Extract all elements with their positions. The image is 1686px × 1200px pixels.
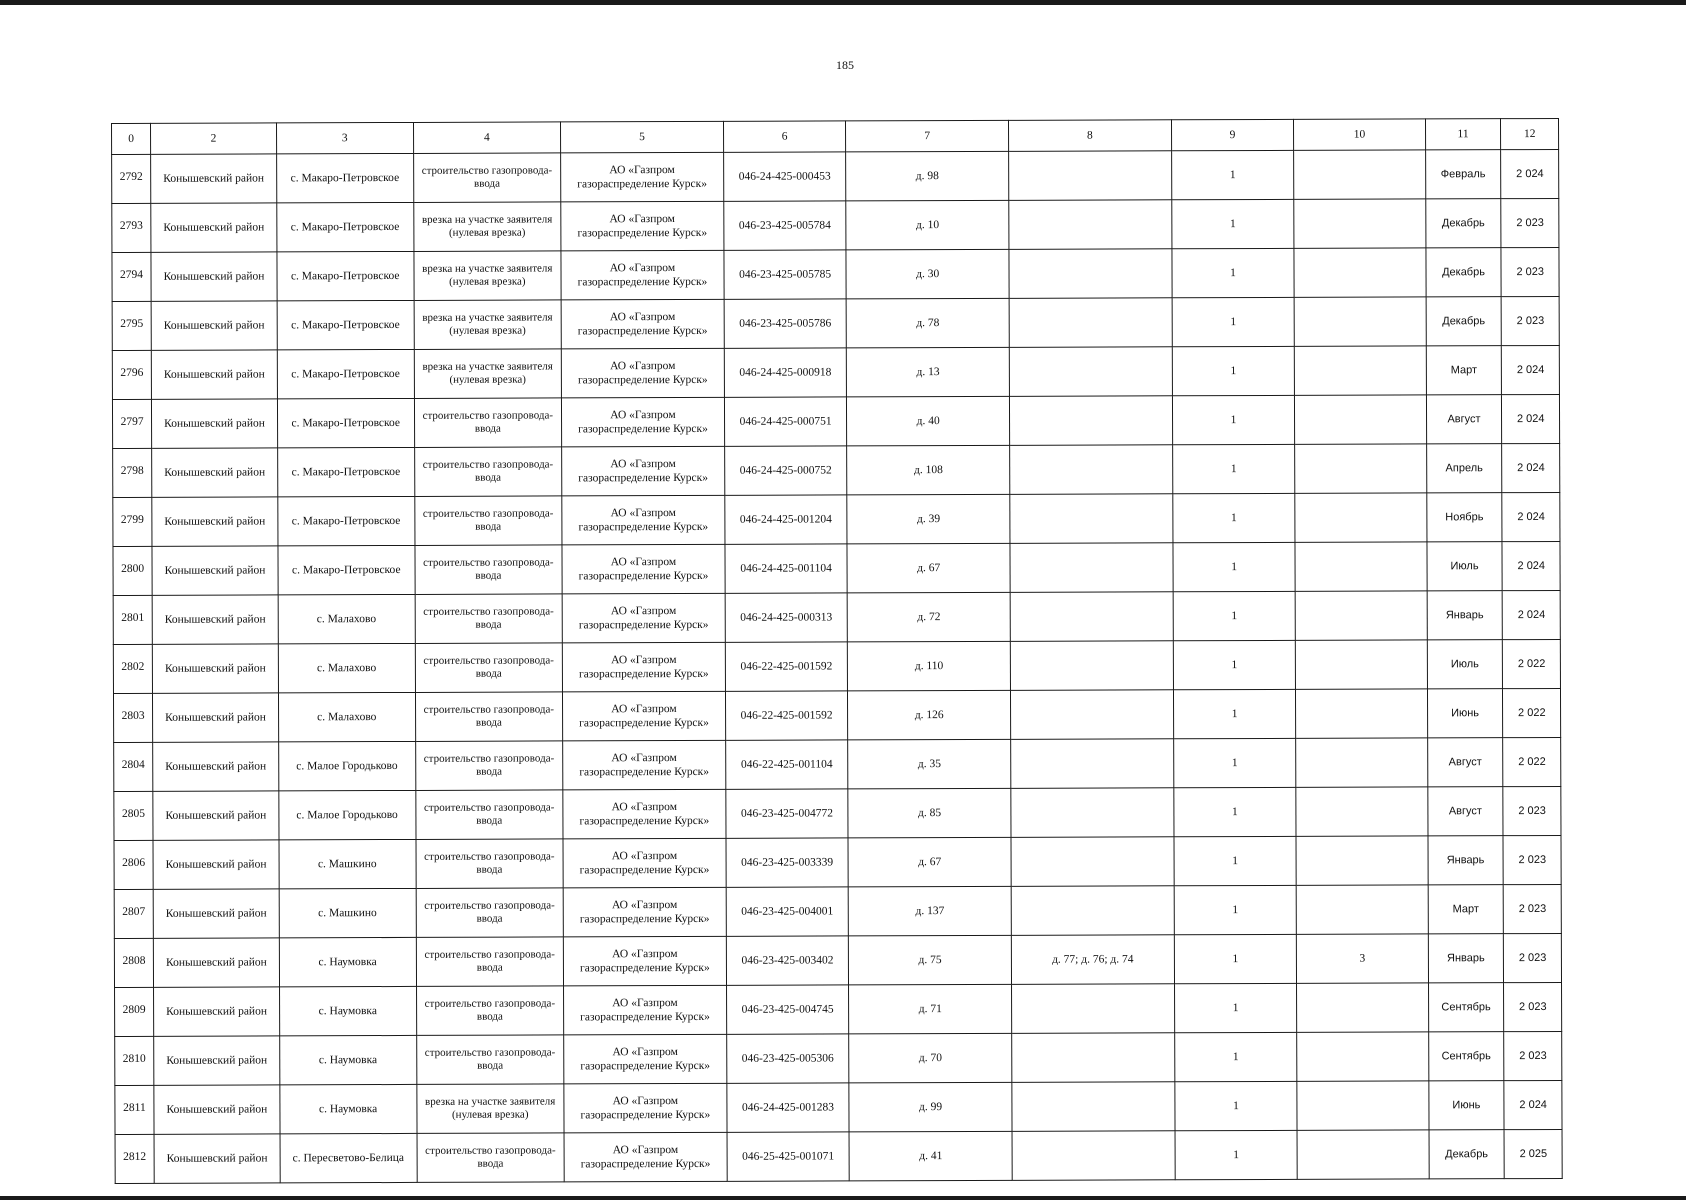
work-type-cell: врезка на участке заявителя (нулевая врезка)	[413, 202, 561, 252]
district-cell: Конышевский район	[152, 644, 278, 693]
table-row	[115, 982, 1562, 1036]
house-number-cell: д. 98	[846, 151, 1009, 201]
column-10-cell	[1294, 248, 1425, 297]
work-type-cell: строительство газопровода-ввода	[417, 1133, 565, 1183]
settlement-cell: с. Макаро-Петровское	[277, 349, 414, 398]
settlement-cell: с. Макаро-Петровское	[276, 153, 413, 202]
settlement-cell: с. Наумовка	[279, 937, 416, 986]
work-type-cell: строительство газопровода-ввода	[416, 839, 564, 889]
month-cell: Сентябрь	[1428, 1032, 1504, 1081]
work-type-cell: строительство газопровода-ввода	[415, 790, 563, 840]
row-number: 2800	[113, 546, 152, 595]
settlement-cell: с. Макаро-Петровское	[278, 496, 415, 545]
row-number: 2799	[113, 497, 152, 546]
additional-houses-cell	[1010, 494, 1173, 544]
year-cell: 2 024	[1503, 590, 1561, 639]
count-cell: 1	[1173, 689, 1296, 738]
month-cell: Март	[1426, 346, 1502, 395]
year-cell: 2 022	[1503, 737, 1561, 786]
application-code-cell: 046-23-425-004001	[726, 887, 849, 936]
table-row	[114, 933, 1561, 987]
work-type-cell: врезка на участке заявителя (нулевая врезка)	[414, 349, 562, 399]
organization-cell: АО «Газпром газораспределение Курск»	[562, 544, 725, 594]
district-cell: Конышевский район	[151, 350, 277, 399]
organization-cell: АО «Газпром газораспределение Курск»	[562, 446, 725, 496]
settlement-cell: с. Пересветово-Белица	[280, 1133, 417, 1182]
additional-houses-cell	[1012, 1033, 1175, 1083]
row-number: 2803	[113, 693, 152, 742]
table-row	[114, 737, 1561, 791]
year-cell: 2 024	[1504, 1080, 1562, 1129]
column-10-cell	[1296, 640, 1427, 689]
row-number: 2812	[115, 1134, 154, 1183]
application-code-cell: 046-23-425-003339	[726, 838, 849, 887]
house-number-cell: д. 110	[848, 641, 1011, 691]
year-cell: 2 023	[1504, 933, 1562, 982]
house-number-cell: д. 13	[847, 347, 1010, 397]
organization-cell: АО «Газпром газораспределение Курск»	[562, 495, 725, 545]
work-type-cell: строительство газопровода-ввода	[414, 496, 562, 546]
table-row	[115, 1031, 1562, 1085]
organization-cell: АО «Газпром газораспределение Курск»	[563, 936, 726, 986]
additional-houses-cell	[1011, 886, 1174, 936]
column-header-5: 5	[561, 121, 724, 153]
application-code-cell: 046-24-425-000313	[725, 593, 848, 642]
count-cell: 1	[1171, 199, 1294, 248]
year-cell: 2 022	[1503, 639, 1561, 688]
additional-houses-cell	[1009, 298, 1172, 348]
column-10-cell	[1296, 738, 1427, 787]
additional-houses-cell	[1010, 543, 1173, 593]
month-cell: Февраль	[1425, 150, 1501, 199]
district-cell: Конышевский район	[153, 889, 279, 938]
column-10-cell	[1295, 395, 1426, 444]
work-type-cell: врезка на участке заявителя (нулевая врезка)	[416, 1084, 564, 1134]
organization-cell: АО «Газпром газораспределение Курск»	[562, 397, 725, 447]
count-cell: 1	[1173, 738, 1296, 787]
column-10-cell	[1295, 493, 1426, 542]
row-number: 2797	[112, 399, 151, 448]
district-cell: Конышевский район	[153, 840, 279, 889]
row-number: 2793	[112, 203, 151, 252]
organization-cell: АО «Газпром газораспределение Курск»	[561, 201, 724, 251]
row-number: 2796	[112, 350, 151, 399]
year-cell: 2 024	[1502, 492, 1560, 541]
district-cell: Конышевский район	[152, 399, 278, 448]
work-type-cell: строительство газопровода-ввода	[416, 888, 564, 938]
column-10-cell	[1297, 1081, 1428, 1130]
count-cell: 1	[1173, 591, 1296, 640]
year-cell: 2 023	[1504, 884, 1562, 933]
year-cell: 2 023	[1503, 786, 1561, 835]
district-cell: Конышевский район	[154, 987, 280, 1036]
column-10-cell	[1297, 1130, 1428, 1179]
settlement-cell: с. Макаро-Петровское	[277, 398, 414, 447]
count-cell: 1	[1173, 640, 1296, 689]
additional-houses-cell	[1010, 445, 1173, 495]
work-type-cell: врезка на участке заявителя (нулевая врезка)	[413, 251, 561, 301]
row-number: 2811	[115, 1085, 154, 1134]
column-10-cell	[1294, 199, 1425, 248]
work-type-cell: строительство газопровода-ввода	[415, 692, 563, 742]
application-code-cell: 046-24-425-000453	[723, 152, 846, 201]
house-number-cell: д. 99	[849, 1082, 1012, 1132]
count-cell: 1	[1172, 248, 1295, 297]
gas-connection-table	[111, 118, 1563, 1184]
house-number-cell: д. 72	[847, 592, 1010, 642]
organization-cell: АО «Газпром газораспределение Курск»	[563, 838, 726, 888]
year-cell: 2 023	[1504, 982, 1562, 1031]
application-code-cell: 046-24-425-000918	[724, 348, 847, 397]
settlement-cell: с. Макаро-Петровское	[277, 251, 414, 300]
house-number-cell: д. 75	[849, 935, 1012, 985]
additional-houses-cell	[1011, 739, 1174, 789]
district-cell: Конышевский район	[153, 938, 279, 987]
district-cell: Конышевский район	[152, 448, 278, 497]
year-cell: 2 022	[1503, 688, 1561, 737]
column-10-cell	[1296, 689, 1427, 738]
organization-cell: АО «Газпром газораспределение Курск»	[562, 642, 725, 692]
column-10-cell	[1295, 591, 1426, 640]
work-type-cell: строительство газопровода-ввода	[415, 594, 563, 644]
additional-houses-cell	[1012, 1082, 1175, 1132]
month-cell: Январь	[1428, 836, 1504, 885]
column-10-cell	[1296, 836, 1427, 885]
month-cell: Декабрь	[1429, 1130, 1505, 1179]
application-code-cell: 046-23-425-005784	[724, 201, 847, 250]
house-number-cell: д. 41	[849, 1131, 1012, 1181]
district-cell: Конышевский район	[151, 252, 277, 301]
organization-cell: АО «Газпром газораспределение Курск»	[561, 348, 724, 398]
table-row	[113, 688, 1560, 742]
scan-top-border	[0, 0, 1686, 5]
table-row	[113, 541, 1560, 595]
column-header-8: 8	[1009, 120, 1172, 152]
row-number: 2806	[114, 840, 153, 889]
table-row	[112, 198, 1559, 252]
additional-houses-cell	[1011, 690, 1174, 740]
count-cell: 1	[1174, 983, 1297, 1032]
application-code-cell: 046-23-425-005786	[724, 299, 847, 348]
work-type-cell: строительство газопровода-ввода	[414, 447, 562, 497]
table-row	[113, 639, 1560, 693]
column-10-cell	[1296, 885, 1427, 934]
additional-houses-cell: д. 77; д. 76; д. 74	[1011, 935, 1174, 985]
organization-cell: АО «Газпром газораспределение Курск»	[564, 985, 727, 1035]
district-cell: Конышевский район	[152, 546, 278, 595]
settlement-cell: с. Малахово	[278, 594, 415, 643]
organization-cell: АО «Газпром газораспределение Курск»	[561, 250, 724, 300]
application-code-cell: 046-22-425-001104	[725, 740, 848, 789]
house-number-cell: д. 30	[846, 249, 1009, 299]
table-container	[111, 118, 1563, 1184]
year-cell: 2 024	[1501, 149, 1559, 198]
organization-cell: АО «Газпром газораспределение Курск»	[561, 152, 724, 202]
month-cell: Декабрь	[1426, 297, 1502, 346]
month-cell: Январь	[1428, 934, 1504, 983]
column-header-0: 0	[112, 123, 151, 154]
count-cell: 1	[1174, 934, 1297, 983]
table-row	[113, 492, 1560, 546]
application-code-cell: 046-23-425-003402	[726, 936, 849, 985]
count-cell: 1	[1171, 150, 1294, 199]
table-row	[114, 835, 1561, 889]
house-number-cell: д. 67	[848, 837, 1011, 887]
year-cell: 2 023	[1504, 1031, 1562, 1080]
additional-houses-cell	[1009, 200, 1172, 250]
table-row	[112, 149, 1559, 203]
year-cell: 2 025	[1504, 1129, 1562, 1178]
count-cell: 1	[1174, 1032, 1297, 1081]
organization-cell: АО «Газпром газораспределение Курск»	[564, 1034, 727, 1084]
year-cell: 2 023	[1503, 835, 1561, 884]
count-cell: 1	[1174, 787, 1297, 836]
month-cell: Декабрь	[1425, 248, 1501, 297]
settlement-cell: с. Малахово	[278, 643, 415, 692]
column-10-cell	[1297, 983, 1428, 1032]
application-code-cell: 046-23-425-004745	[726, 985, 849, 1034]
year-cell: 2 024	[1502, 541, 1560, 590]
column-header-7: 7	[846, 120, 1009, 152]
house-number-cell: д. 71	[849, 984, 1012, 1034]
row-number: 2795	[112, 301, 151, 350]
application-code-cell: 046-25-425-001071	[727, 1132, 850, 1181]
table-row	[115, 1129, 1562, 1183]
house-number-cell: д. 67	[847, 543, 1010, 593]
settlement-cell: с. Малое Городьково	[279, 790, 416, 839]
settlement-cell: с. Малое Городьково	[279, 741, 416, 790]
district-cell: Конышевский район	[154, 1036, 280, 1085]
month-cell: Август	[1427, 787, 1503, 836]
row-number: 2792	[112, 154, 151, 203]
house-number-cell: д. 39	[847, 494, 1010, 544]
column-header-12: 12	[1501, 118, 1559, 149]
table-body	[112, 149, 1563, 1183]
year-cell: 2 023	[1501, 247, 1559, 296]
organization-cell: АО «Газпром газораспределение Курск»	[563, 887, 726, 937]
organization-cell: АО «Газпром газораспределение Курск»	[563, 789, 726, 839]
application-code-cell: 046-24-425-001204	[725, 495, 848, 544]
house-number-cell: д. 137	[848, 886, 1011, 936]
year-cell: 2 024	[1502, 345, 1560, 394]
table-row	[112, 394, 1559, 448]
house-number-cell: д. 10	[846, 200, 1009, 250]
work-type-cell: строительство газопровода-ввода	[415, 643, 563, 693]
settlement-cell: с. Малахово	[278, 692, 415, 741]
year-cell: 2 024	[1502, 394, 1560, 443]
count-cell: 1	[1173, 542, 1296, 591]
district-cell: Конышевский район	[153, 693, 279, 742]
work-type-cell: строительство газопровода-ввода	[416, 937, 564, 987]
column-10-cell	[1294, 150, 1425, 199]
district-cell: Конышевский район	[152, 595, 278, 644]
work-type-cell: строительство газопровода-ввода	[416, 1035, 564, 1085]
organization-cell: АО «Газпром газораспределение Курск»	[561, 299, 724, 349]
work-type-cell: строительство газопровода-ввода	[416, 986, 564, 1036]
organization-cell: АО «Газпром газораспределение Курск»	[562, 593, 725, 643]
column-header-11: 11	[1425, 119, 1501, 150]
table-row	[112, 296, 1559, 350]
work-type-cell: врезка на участке заявителя (нулевая врезка)	[414, 300, 562, 350]
application-code-cell: 046-24-425-000752	[724, 446, 847, 495]
column-header-3: 3	[276, 122, 413, 153]
organization-cell: АО «Газпром газораспределение Курск»	[564, 1083, 727, 1133]
month-cell: Июнь	[1427, 689, 1503, 738]
settlement-cell: с. Макаро-Петровское	[278, 545, 415, 594]
additional-houses-cell	[1012, 1131, 1175, 1181]
row-number: 2808	[114, 938, 153, 987]
district-cell: Конышевский район	[154, 1085, 280, 1134]
row-number: 2794	[112, 252, 151, 301]
table-row	[112, 345, 1559, 399]
count-cell: 1	[1172, 444, 1295, 493]
settlement-cell: с. Машкино	[279, 839, 416, 888]
count-cell: 1	[1172, 395, 1295, 444]
column-10-cell	[1297, 1032, 1428, 1081]
application-code-cell: 046-23-425-005785	[724, 250, 847, 299]
column-10-cell	[1294, 297, 1425, 346]
settlement-cell: с. Машкино	[279, 888, 416, 937]
table-row	[113, 443, 1560, 497]
row-number: 2805	[114, 791, 153, 840]
additional-houses-cell	[1009, 151, 1172, 201]
column-header-10: 10	[1294, 119, 1425, 150]
additional-houses-cell	[1010, 592, 1173, 642]
month-cell: Март	[1428, 885, 1504, 934]
application-code-cell: 046-24-425-001283	[727, 1083, 850, 1132]
count-cell: 1	[1173, 493, 1296, 542]
settlement-cell: с. Наумовка	[280, 1035, 417, 1084]
district-cell: Конышевский район	[151, 301, 277, 350]
additional-houses-cell	[1009, 396, 1172, 446]
application-code-cell: 046-23-425-004772	[726, 789, 849, 838]
row-number: 2804	[114, 742, 153, 791]
column-10-cell: 3	[1297, 934, 1428, 983]
month-cell: Август	[1426, 395, 1502, 444]
column-10-cell	[1295, 346, 1426, 395]
table-row	[114, 884, 1561, 938]
row-number: 2801	[113, 595, 152, 644]
year-cell: 2 024	[1502, 443, 1560, 492]
count-cell: 1	[1172, 297, 1295, 346]
settlement-cell: с. Макаро-Петровское	[277, 300, 414, 349]
year-cell: 2 023	[1502, 296, 1560, 345]
settlement-cell: с. Макаро-Петровское	[277, 447, 414, 496]
row-number: 2810	[115, 1036, 154, 1085]
column-10-cell	[1295, 444, 1426, 493]
month-cell: Июнь	[1428, 1081, 1504, 1130]
district-cell: Конышевский район	[152, 497, 278, 546]
table-row	[112, 247, 1559, 301]
application-code-cell: 046-24-425-001104	[725, 544, 848, 593]
organization-cell: АО «Газпром газораспределение Курск»	[564, 1132, 727, 1182]
work-type-cell: строительство газопровода-ввода	[414, 398, 562, 448]
house-number-cell: д. 35	[848, 739, 1011, 789]
settlement-cell: с. Макаро-Петровское	[277, 202, 414, 251]
additional-houses-cell	[1009, 249, 1172, 299]
month-cell: Апрель	[1426, 444, 1502, 493]
row-number: 2798	[113, 448, 152, 497]
count-cell: 1	[1175, 1130, 1298, 1179]
column-10-cell	[1295, 542, 1426, 591]
month-cell: Август	[1427, 738, 1503, 787]
house-number-cell: д. 40	[847, 396, 1010, 446]
column-header-4: 4	[413, 122, 561, 154]
count-cell: 1	[1174, 836, 1297, 885]
month-cell: Декабрь	[1425, 199, 1501, 248]
table-row	[114, 786, 1561, 840]
additional-houses-cell	[1010, 641, 1173, 691]
table-row	[115, 1080, 1562, 1134]
column-header-2: 2	[151, 123, 277, 154]
additional-houses-cell	[1009, 347, 1172, 397]
organization-cell: АО «Газпром газораспределение Курск»	[563, 740, 726, 790]
count-cell: 1	[1172, 346, 1295, 395]
district-cell: Конышевский район	[153, 742, 279, 791]
count-cell: 1	[1174, 885, 1297, 934]
month-cell: Сентябрь	[1428, 983, 1504, 1032]
district-cell: Конышевский район	[151, 203, 277, 252]
application-code-cell: 046-22-425-001592	[725, 642, 848, 691]
month-cell: Июль	[1427, 640, 1503, 689]
column-header-9: 9	[1171, 119, 1294, 150]
row-number: 2807	[114, 889, 153, 938]
settlement-cell: с. Наумовка	[280, 1084, 417, 1133]
year-cell: 2 023	[1501, 198, 1559, 247]
header-row	[112, 118, 1559, 154]
count-cell: 1	[1175, 1081, 1298, 1130]
work-type-cell: строительство газопровода-ввода	[415, 741, 563, 791]
scan-bottom-border	[0, 1196, 1686, 1200]
work-type-cell: строительство газопровода-ввода	[413, 153, 561, 203]
district-cell: Конышевский район	[151, 154, 277, 203]
house-number-cell: д. 78	[846, 298, 1009, 348]
settlement-cell: с. Наумовка	[279, 986, 416, 1035]
application-code-cell: 046-22-425-001592	[725, 691, 848, 740]
district-cell: Конышевский район	[154, 1134, 280, 1183]
additional-houses-cell	[1011, 837, 1174, 887]
work-type-cell: строительство газопровода-ввода	[415, 545, 563, 595]
district-cell: Конышевский район	[153, 791, 279, 840]
additional-houses-cell	[1012, 984, 1175, 1034]
house-number-cell: д. 126	[848, 690, 1011, 740]
application-code-cell: 046-24-425-000751	[724, 397, 847, 446]
table-row	[113, 590, 1560, 644]
house-number-cell: д. 108	[847, 445, 1010, 495]
row-number: 2802	[113, 644, 152, 693]
house-number-cell: д. 85	[848, 788, 1011, 838]
column-10-cell	[1296, 787, 1427, 836]
month-cell: Ноябрь	[1426, 493, 1502, 542]
page-number: 185	[836, 58, 854, 72]
application-code-cell: 046-23-425-005306	[726, 1034, 849, 1083]
house-number-cell: д. 70	[849, 1033, 1012, 1083]
additional-houses-cell	[1011, 788, 1174, 838]
month-cell: Июль	[1426, 542, 1502, 591]
column-header-6: 6	[723, 121, 846, 152]
organization-cell: АО «Газпром газораспределение Курск»	[563, 691, 726, 741]
month-cell: Январь	[1427, 591, 1503, 640]
row-number: 2809	[115, 987, 154, 1036]
